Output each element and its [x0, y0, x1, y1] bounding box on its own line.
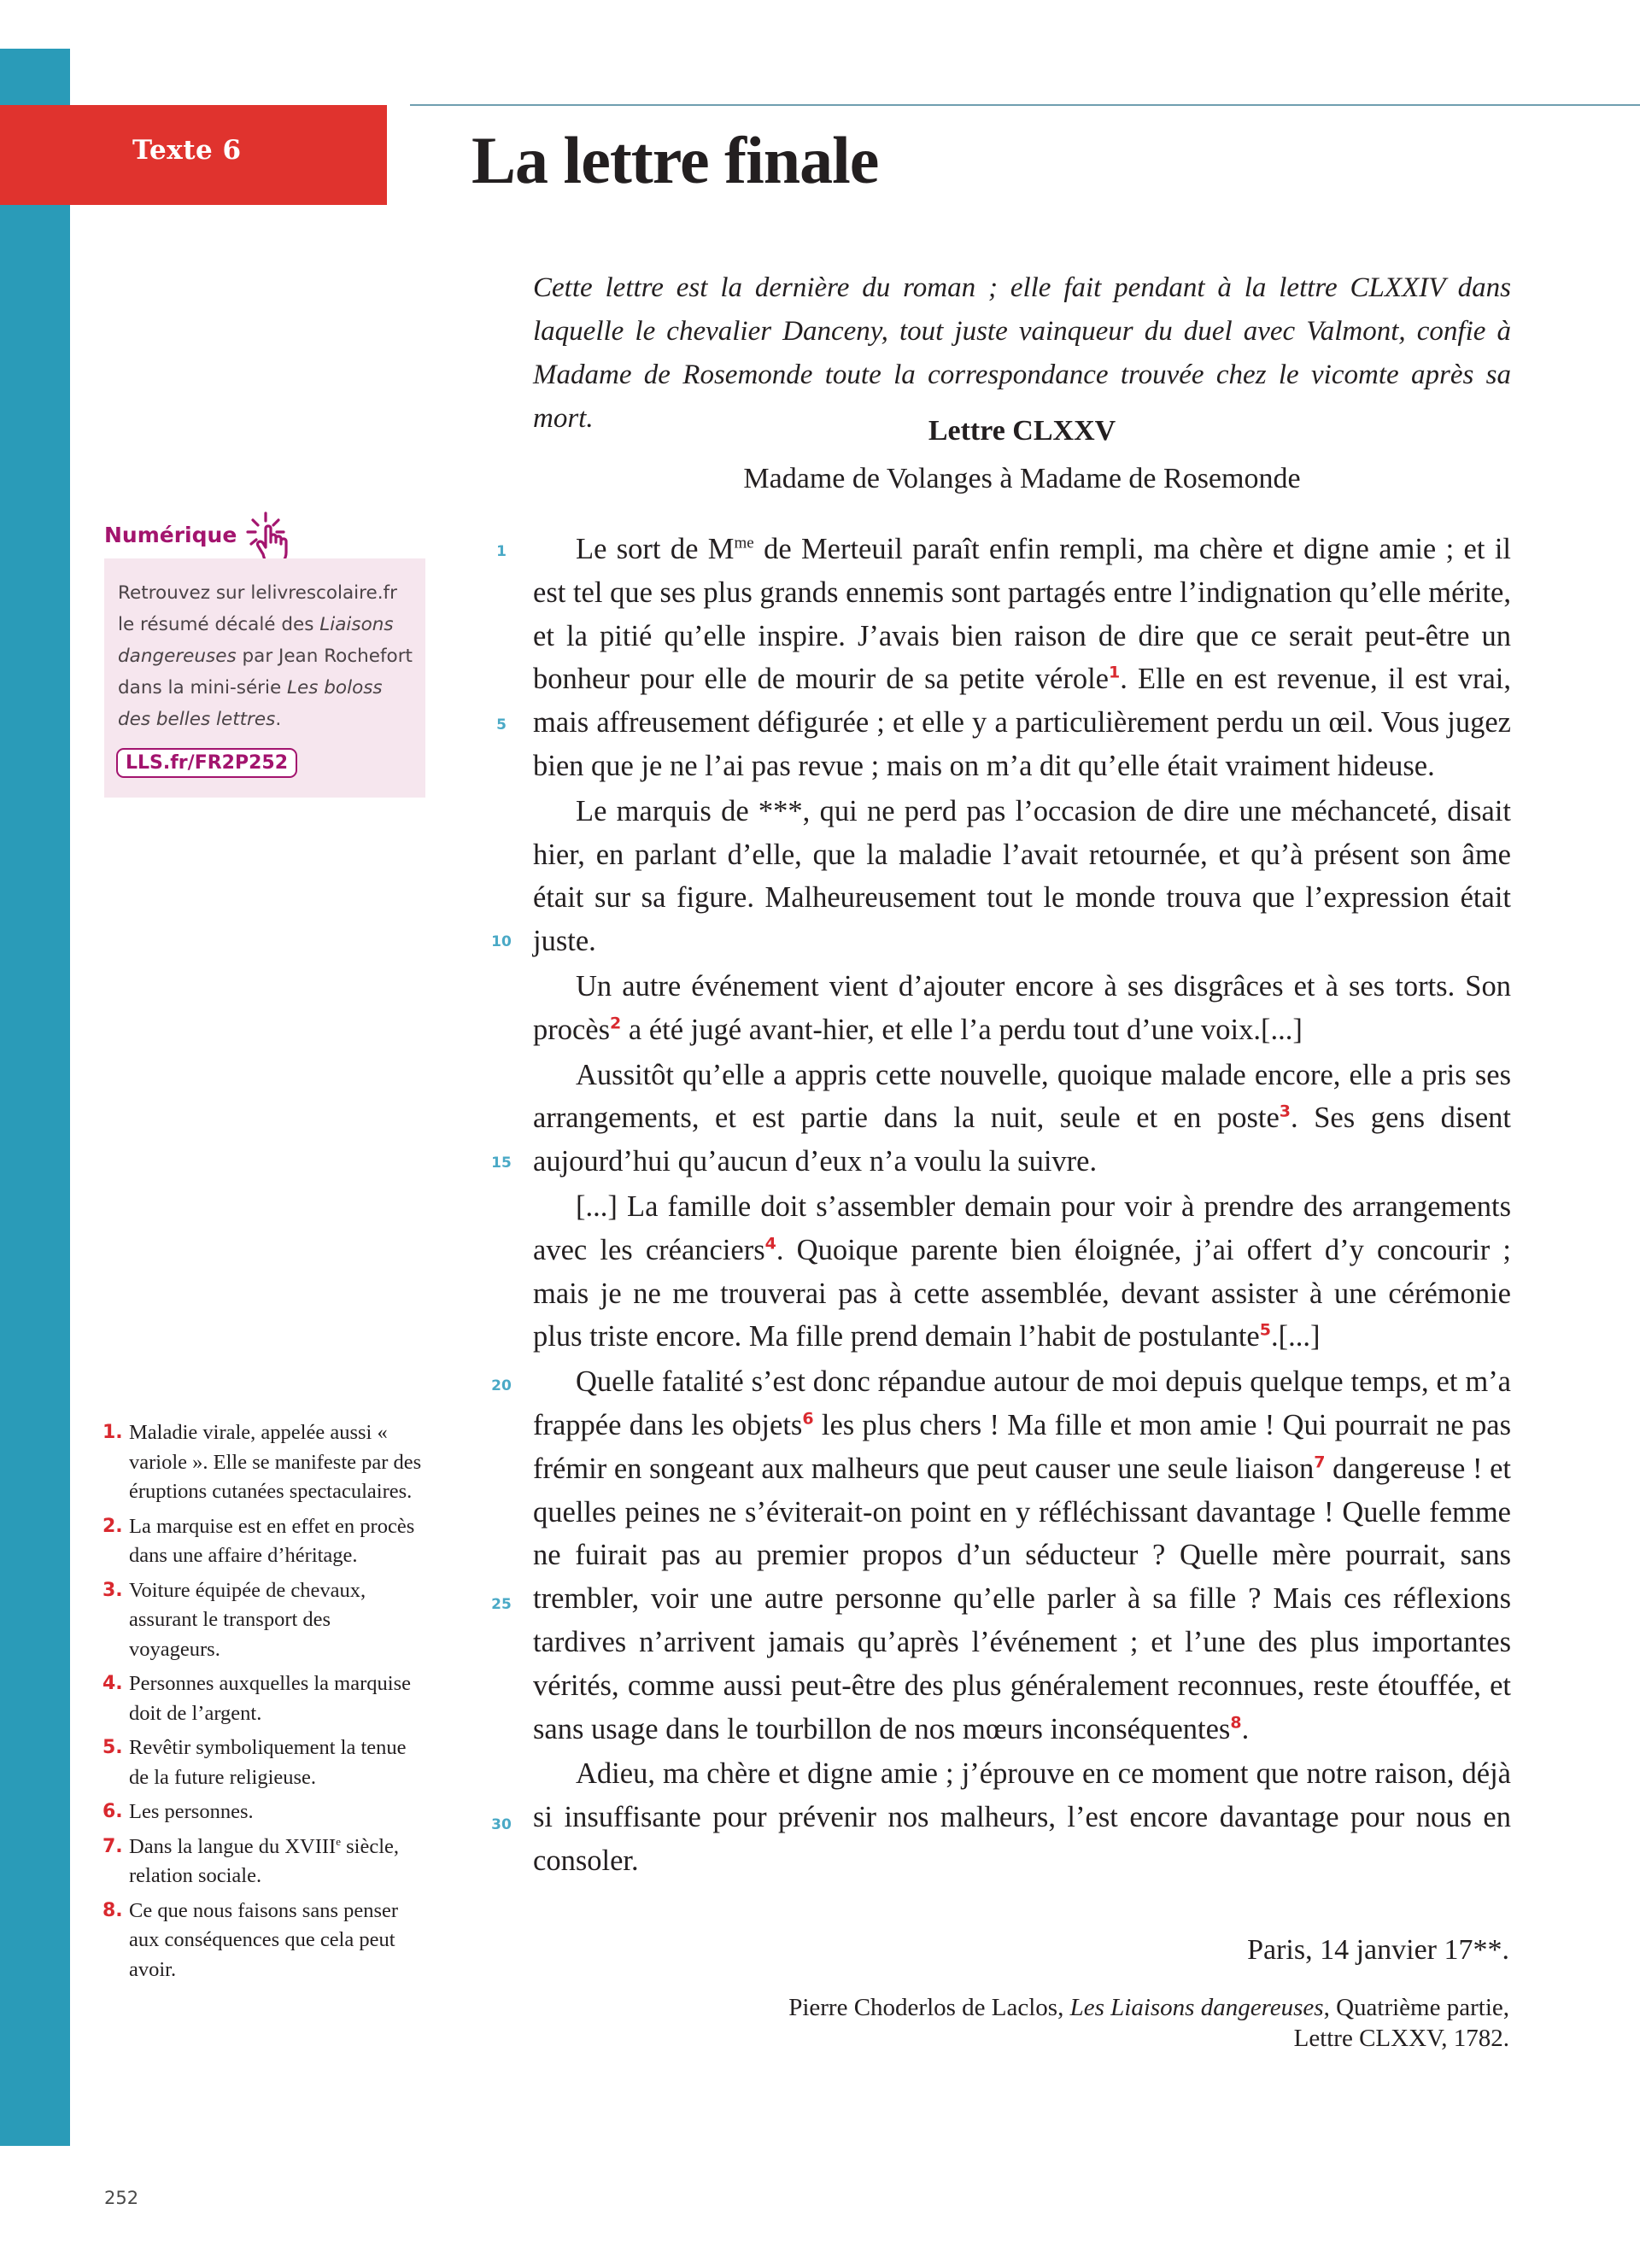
letter-title: Lettre CLXXV: [928, 415, 1116, 447]
line-number: 20: [491, 1377, 512, 1394]
line-number: 25: [491, 1596, 512, 1613]
footnote-ref[interactable]: 7: [1314, 1453, 1326, 1472]
footnote: 3. Voiture équipée de chevaux, assurant le transport des voyageurs.: [102, 1578, 366, 1661]
letter-body: [533, 528, 1511, 1885]
numerique-box: [104, 558, 425, 798]
paragraph: Le sort de $M^{me}$ de Merteuil paraît enfin rempli, ma chère et digne amie ; et il est tel que ses plus grands ennemis sont partagés entre l’indignation qu’elle mérite, et la pitié qu’elle inspire. J’avais bien raison de dire que ce serait peut-être un bonheur pour elle de mourir de sa petite vérole$^1$. Elle en est revenue, il est vrai, mais affreusement défigurée ; et elle y a particulièrement perdu un œil. Vous jugez bien que je ne l’ai pas revue ; mais on m’a dit qu’elle était vraiment hideuse.: [533, 533, 1511, 782]
paragraph: Un autre événement vient d’ajouter encore à ses disgrâces et à ses torts. Son procès$^2$ a été jugé avant-hier, et elle l’a perdu tout d’une voix.[...]: [533, 969, 1511, 1046]
footnote-ref[interactable]: 2: [610, 1014, 622, 1033]
section-label: Texte 6: [132, 135, 242, 166]
footnote: 7. Dans la langue du XVIIIe siècle, relation sociale.: [102, 1834, 400, 1887]
section-label-box: [0, 105, 387, 205]
paragraph: Quelle fatalité s’est donc répandue autour de moi depuis quelque temps, et m’a frappée dans les objets$^6$ les plus chers ! Ma fille et mon amie ! Qui pourrait ne pas frémir en songeant aux malheurs que peut causer une seule liaison$^7$ dangereuse ! et quelles peines ne s’éviterait-on point en y réfléchissant davantage ! Quelle femme ne fuirait pas au premier propos d’un séducteur ? Quelle mère pourrait, sans trembler, voir une autre personne qu’elle parler à sa fille ? Mais ces réflexions tardives n’arrivent jamais qu’après l’événement ; et l’une des plus importantes vérités, comme aussi peut-être des plus généralement reconnues, reste étouffée, et sans usage dans le tourbillon de nos mœurs inconséquentes$^8$.: [533, 1365, 1511, 1745]
footnote: 5. Revêtir symboliquement la tenue de la future religieuse.: [102, 1736, 407, 1789]
page-title: La lettre finale: [472, 123, 879, 197]
footnote: 4. Personnes auxquelles la marquise doit de l’argent.: [102, 1672, 411, 1725]
line-number: 1: [496, 543, 507, 560]
footnote-ref[interactable]: 1: [1108, 663, 1121, 682]
header-divider: [410, 104, 1640, 106]
source-citation: Pierre Choderlos de Laclos, Les Liaisons dangereuses, Quatrième partie, Lettre CLXXV, 1782.: [788, 1994, 1509, 2052]
line-number: 10: [491, 933, 512, 950]
letter-date: Paris, 14 janvier 17**.: [1247, 1934, 1509, 1966]
footnote: 2. La marquise est en effet en procès dans une affaire d’héritage.: [102, 1514, 415, 1567]
numerique-title: Numérique: [104, 523, 237, 547]
superscript: me: [734, 534, 754, 552]
side-color-bar: [0, 49, 70, 2146]
letter-subtitle: Madame de Volanges à Madame de Rosemonde: [743, 463, 1301, 494]
paragraph: [...] La famille doit s’assembler demain pour voir à prendre des arrangements avec les créanciers$^4$. Quoique parente bien éloignée, j’ai offert d’y concourir ; mais je ne me trouverai pas à cette assemblée, devant assister à une cérémonie plus triste encore. Ma fille prend demain l’habit de postulante$^5$.[...]: [533, 1190, 1511, 1353]
numerique-text: Retrouvez sur lelivrescolaire.fr le résumé décalé des Liaisons dangereuses par Jean Rochefort dans la mini-série Les boloss des belles lettres.: [118, 582, 413, 730]
footnote: 6. Les personnes.: [102, 1800, 254, 1823]
paragraph: Aussitôt qu’elle a appris cette nouvelle, quoique malade encore, elle a pris ses arrangements, et est partie dans la nuit, seule et en poste$^3$. Ses gens disent aujourd’hui qu’aucun d’eux n’a voulu la suivre.: [533, 1058, 1512, 1178]
footnote: 8. Ce que nous faisons sans penser aux conséquences que cela peut avoir.: [102, 1898, 399, 1981]
footnote-ref[interactable]: 8: [1230, 1713, 1242, 1733]
intro-text: Cette lettre est la dernière du roman ; elle fait pendant à la lettre CLXXIV dans laquelle le chevalier Danceny, tout juste vainqueur du duel avec Valmont, confie à Madame de Rosemonde toute la correspondance trouvée chez le vicomte après sa mort.: [533, 272, 1511, 434]
footnotes-list: [102, 1418, 427, 1990]
numerique-link[interactable]: LLS.fr/FR2P252: [116, 748, 297, 778]
page-number: 252: [104, 2188, 139, 2208]
footnote-ref[interactable]: 4: [764, 1234, 776, 1254]
footnote: 1. Maladie virale, appelée aussi « variole ». Elle se manifeste par des éruptions cutanées spectaculaires.: [102, 1421, 422, 1503]
footnote-ref[interactable]: 6: [802, 1409, 814, 1429]
paragraph: Adieu, ma chère et digne amie ; j’éprouve en ce moment que notre raison, déjà si insuffisante pour prévenir nos malheurs, l’est encore davantage pour nous en consoler.: [533, 1757, 1511, 1877]
footnote-ref[interactable]: 5: [1259, 1320, 1271, 1340]
line-number: 30: [491, 1816, 512, 1833]
paragraph: Le marquis de ***, qui ne perd pas l’occasion de dire une méchanceté, disait hier, en parlant d’elle, que la maladie l’avait retournée, et qu’à présent son âme était sur sa figure. Malheureusement tout le monde trouva que l’expression était juste.: [533, 794, 1511, 958]
line-number: 15: [491, 1154, 512, 1172]
work-title: Les Liaisons dangereuses: [1069, 1994, 1324, 2021]
line-number: 5: [496, 716, 507, 734]
footnote-ref[interactable]: 3: [1279, 1102, 1292, 1121]
